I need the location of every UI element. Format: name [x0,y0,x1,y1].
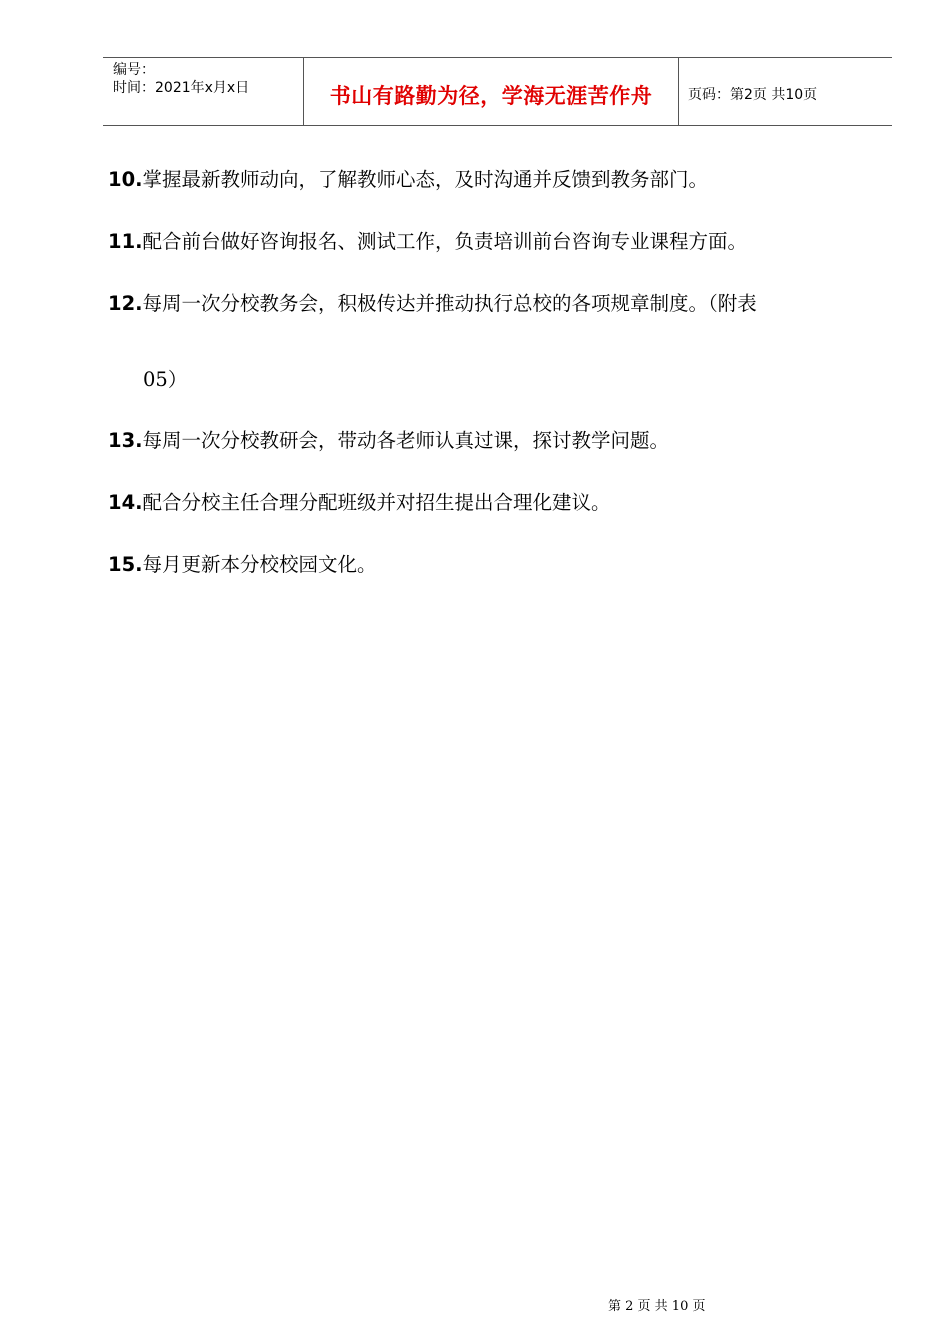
list-item [108,490,611,516]
list-item [108,167,708,193]
document-number-label: 编号： [113,62,155,78]
list-item-number: 10. [108,168,143,191]
list-item [108,291,757,317]
list-item-number: 12. [108,292,143,315]
list-item-text: 每月更新本分校校园文化。 [142,553,377,576]
list-item-text: 每周一次分校教务会，积极传达并推动执行总校的各项规章制度。（附表 [142,292,757,315]
header-page-cell [678,58,892,125]
header-motto-cell [303,58,679,125]
list-item-number: 13. [108,429,143,452]
list-item-number: 15. [108,553,143,576]
page-footer: 第 2 页 共 10 页 [608,1299,706,1314]
list-item-number: 14. [108,491,143,514]
list-item-text: 每周一次分校教研会，带动各老师认真过课，探讨教学问题。 [142,429,670,452]
document-date-label: 时间：2021年x月x日 [113,80,250,96]
list-item-text: 掌握最新教师动向，了解教师心态，及时沟通并反馈到教务部门。 [142,168,709,191]
list-item-continuation: 05） [143,368,188,391]
list-item [108,428,669,454]
list-item-text: 配合前台做好咨询报名、测试工作，负责培训前台咨询专业课程方面。 [142,230,748,253]
list-item [108,229,747,255]
header-page-info: 页码：第2页 共10页 [688,87,818,103]
header-motto: 书山有路勤为径，学海无涯苦作舟 [329,84,653,108]
list-item-text: 配合分校主任合理分配班级并对招生提出合理化建议。 [142,491,611,514]
header-meta-cell [103,58,303,125]
document-header [103,57,892,126]
list-item-number: 11. [108,230,143,253]
list-item [108,552,377,578]
